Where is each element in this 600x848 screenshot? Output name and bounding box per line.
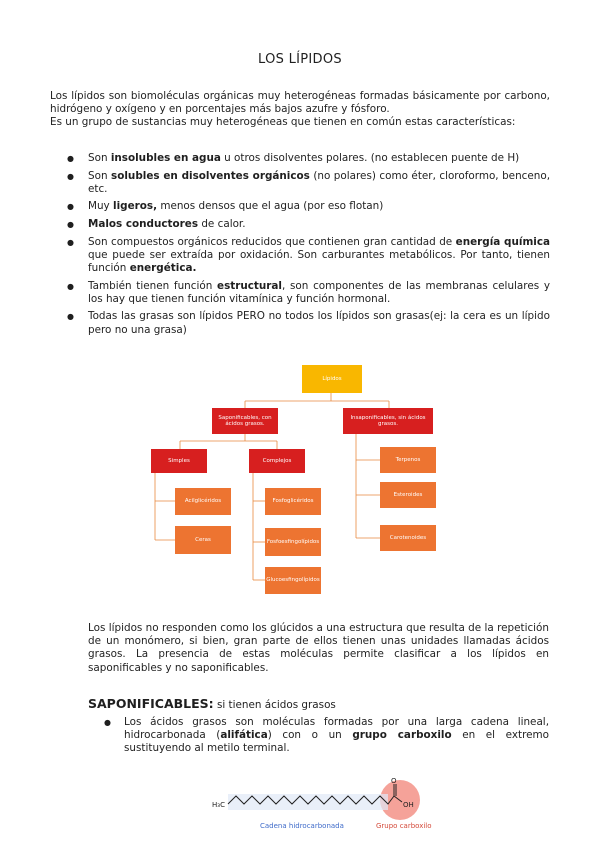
lipid-classification-diagram (0, 360, 600, 610)
methyl-label: H₃C (212, 801, 225, 809)
node-fosfoesfingolipidos: Fosfoesfingolípidos (265, 528, 321, 556)
node-acilgliceridos: Acilglicéridos (175, 488, 231, 515)
intro-text (50, 90, 550, 130)
fatty-acid-molecule-illustration (210, 778, 440, 838)
intro-paragraph-1: Los lípidos son biomoléculas orgánicas muy heterogéneas formadas básicamente por carbono, hidrógeno y oxígeno y en porcentajes más bajos azufre y fósforo. (50, 90, 550, 116)
node-complejos: Complejos (249, 449, 305, 473)
list-item: ● Malos conductores de calor. (64, 218, 550, 231)
list-item: ● Son insolubles en agua u otros disolventes polares. (no establecen puente de H) (64, 152, 550, 165)
node-ceras: Ceras (175, 526, 231, 554)
list-item: ● Los ácidos grasos son moléculas formadas por una larga cadena lineal, hidrocarbonada (alifática) con o un grupo carboxilo en el extremo sustituyendo al metilo terminal. (100, 716, 549, 756)
node-saponificables: Saponificables, con ácidos grasos. (212, 408, 278, 434)
node-glucoesfingolipidos: Glucoesfingolípidos (265, 567, 321, 594)
saponificables-heading: SAPONIFICABLES: si tienen ácidos grasos (88, 696, 336, 711)
node-fosfogliceridos: Fosfoglicéridos (265, 488, 321, 515)
saponificables-list (100, 716, 549, 756)
list-item: ● Son compuestos orgánicos reducidos que contienen gran cantidad de energía química que puede ser extraída por oxidación. Son carburantes metabólicos. Por tanto, tienen función energética. (64, 236, 550, 276)
node-simples: Simples (151, 449, 207, 473)
node-lipidos: Lípidos (302, 365, 362, 393)
node-esteroides: Esteroides (380, 482, 436, 508)
list-item: ● También tienen función estructural, son componentes de las membranas celulares y los hay que tienen función vitamínica y función hormonal. (64, 280, 550, 306)
list-item: ● Muy ligeros, menos densos que el agua (por eso flotan) (64, 200, 550, 213)
oxygen-label: O (391, 778, 397, 785)
list-item: ● Todas las grasas son lípidos PERO no todos los lípidos son grasas(ej: la cera es un lípido pero no una grasa) (64, 310, 550, 336)
list-item: ● Son solubles en disolventes orgánicos (no polares) como éter, cloroformo, benceno, etc. (64, 170, 550, 196)
carboxyl-label: Grupo carboxilo (376, 822, 432, 830)
node-insaponificables: Insaponificables, sin ácidos grasos. (343, 408, 433, 434)
intro-paragraph-2: Es un grupo de sustancias muy heterogéneas que tienen en común estas características: (50, 116, 516, 129)
page-title: LOS LÍPIDOS (258, 52, 342, 67)
characteristics-list (64, 152, 550, 341)
node-carotenoides: Carotenoides (380, 525, 436, 551)
hydroxyl-label: OH (403, 801, 414, 809)
chain-label: Cadena hidrocarbonada (260, 822, 344, 830)
node-terpenos: Terpenos (380, 447, 436, 473)
fatty-acid-paragraph: Los lípidos no responden como los glúcidos a una estructura que resulta de la repetición de un monómero, si bien, gran parte de ellos tienen unas unidades llamadas ácidos grasos. La presencia de estas moléculas permite clasificar a los lípidos en saponificables y no saponificables. (88, 622, 549, 674)
